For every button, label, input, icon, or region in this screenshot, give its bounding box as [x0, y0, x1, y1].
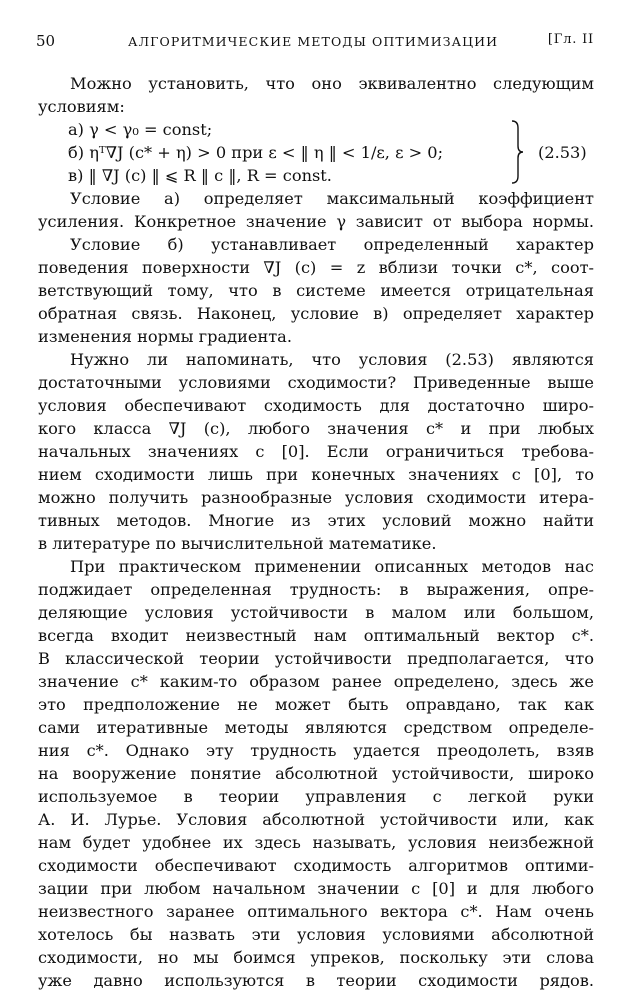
condition-c: в) ‖ ∇J (c) ‖ ⩽ R ‖ c ‖, R = const. [68, 166, 332, 185]
right-brace-icon [510, 120, 524, 184]
text-line: поджидает определенная трудность: в выражения, опре- [38, 580, 594, 599]
text-line: можно получить разнообразные условия сходимости итера- [38, 488, 594, 507]
text-line: условия обеспечивают сходимость для достаточно широ- [38, 396, 594, 415]
text-line: уже давно используются в теории сходимости рядов. [38, 971, 594, 990]
text-line: Условие б) устанавливает определенный характер [70, 235, 594, 254]
equation-number: (2.53) [538, 143, 587, 162]
text-line: сходимости, но мы боимся упреков, поскольку эти слова [38, 948, 594, 967]
text-line: деляющие условия устойчивости в малом или большом, [38, 603, 594, 622]
text-line: усиления. Конкретное значение γ зависит от выбора нормы. [38, 212, 594, 231]
text-line: изменения нормы градиента. [38, 327, 292, 346]
text-line: А. И. Лурье. Условия абсолютной устойчивости или, как [38, 810, 594, 829]
text-line: хотелось бы назвать эти условия условиями абсолютной [38, 925, 594, 944]
text-line: Нужно ли напоминать, что условия (2.53) являются [70, 350, 594, 369]
text-line: поведения поверхности ∇J (c) = z вблизи точки c*, соот- [38, 258, 594, 277]
text-line: на вооружение понятие абсолютной устойчивости, широко [38, 764, 594, 783]
text-line: нам будет удобнее их здесь называть, условия неизбежной [38, 833, 594, 852]
running-title: АЛГОРИТМИЧЕСКИЕ МЕТОДЫ ОПТИМИЗАЦИИ [128, 34, 499, 49]
text-line: ветствующий тому, что в системе имеется отрицательная [38, 281, 594, 300]
text-line: ния c*. Однако эту трудность удается преодолеть, взяв [38, 741, 594, 760]
condition-a: а) γ < γ₀ = const; [68, 120, 213, 139]
text-line: условиям: [38, 97, 125, 116]
condition-b: б) ηᵀ∇J (c* + η) > 0 при ε < ‖ η ‖ < 1/ε, ε > 0; [68, 143, 444, 162]
text-line: достаточными условиями сходимости? Приведенные выше [38, 373, 594, 392]
chapter-reference: [Гл. II [547, 32, 594, 47]
text-line: всегда входит неизвестный нам оптимальный вектор c*. [38, 626, 594, 645]
text-line: тивных методов. Многие из этих условий можно найти [38, 511, 594, 530]
text-line: значение c* каким-то образом ранее определено, здесь же [38, 672, 594, 691]
page-number: 50 [36, 32, 56, 50]
text-line: кого класса ∇J (c), любого значения c* и при любых [38, 419, 594, 438]
condition-block [38, 118, 594, 187]
text-line: нием сходимости лишь при конечных значениях c [0], то [38, 465, 594, 484]
text-line: сами итеративные методы являются средством определе- [38, 718, 594, 737]
page-body [38, 72, 594, 992]
text-line: неизвестного заранее оптимального вектора c*. Нам очень [38, 902, 594, 921]
text-line: При практическом применении описанных методов нас [70, 557, 594, 576]
text-line: сходимости обеспечивают сходимость алгоритмов оптими- [38, 856, 594, 875]
text-line: В классической теории устойчивости предполагается, что [38, 649, 594, 668]
text-line: начальных значениях c [0]. Если ограничиться требова- [38, 442, 594, 461]
text-line: используемое в теории управления с легкой руки [38, 787, 594, 806]
text-line: Условие а) определяет максимальный коэффициент [70, 189, 594, 208]
text-line: в литературе по вычислительной математике. [38, 534, 437, 553]
page-header [36, 32, 594, 52]
text-line: Можно установить, что оно эквивалентно следующим [70, 74, 594, 93]
text-line: зации при любом начальном значении c [0] и для любого [38, 879, 594, 898]
text-line: обратная связь. Наконец, условие в) определяет характер [38, 304, 594, 323]
text-line: это предположение не может быть оправдано, так как [38, 695, 594, 714]
